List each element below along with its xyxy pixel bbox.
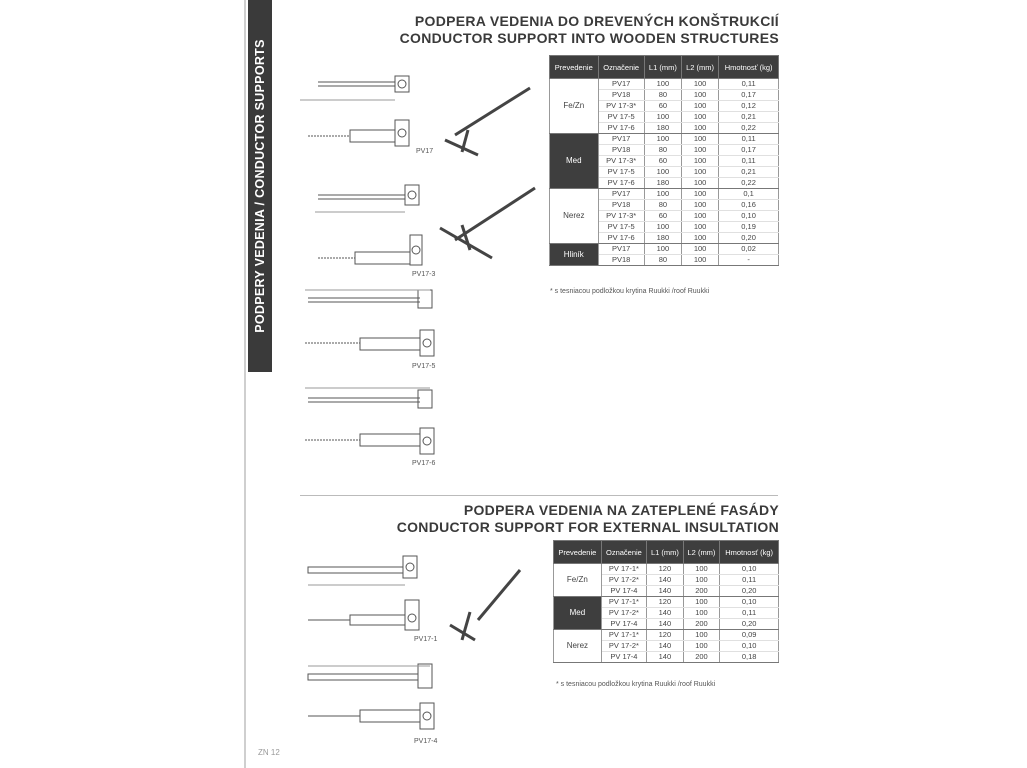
table-cell: 200 [683,586,720,597]
table-cell: PV 17-5 [598,167,644,178]
table-cell: 0,11 [719,156,779,167]
pv17-4-side-drawing [308,703,434,729]
table-cell: 100 [681,211,718,222]
table-cell: PV17 [598,189,644,200]
table-cell: 60 [644,211,681,222]
table-cell: PV 17-4 [601,619,646,630]
table-header-cell: Prevedenie [550,56,599,79]
table-cell: 140 [647,575,684,586]
material-cell: Med [550,134,599,189]
pv17-3-top-drawing [315,185,419,212]
material-cell: Fe/Zn [554,564,602,597]
table-cell: 0,10 [719,211,779,222]
table-cell: PV 17-1* [601,597,646,608]
table-cell: 100 [681,90,718,101]
table-cell: 0,10 [720,597,779,608]
table-cell: PV17 [598,244,644,255]
table-header-cell: Označenie [601,541,646,564]
material-cell: Fe/Zn [550,79,599,134]
table-cell: 0,10 [720,641,779,652]
table-cell: 100 [644,79,681,90]
table-cell: 0,1 [719,189,779,200]
table-cell: 100 [644,222,681,233]
table-cell: 100 [681,123,718,134]
drawing-label-pv17-6: PV17-6 [412,460,436,467]
pv17-top-drawing [300,76,409,100]
table-cell: PV18 [598,90,644,101]
table-header-cell: L1 (mm) [644,56,681,79]
table-cell: 120 [647,564,684,575]
table-cell: 80 [644,145,681,156]
material-cell: Nerez [554,630,602,663]
table-cell: 0,20 [720,619,779,630]
table-cell: 0,19 [719,222,779,233]
pv17-6-side-drawing [305,428,434,454]
table-cell: PV 17-2* [601,608,646,619]
table-cell: 0,11 [719,134,779,145]
table-cell: 0,10 [720,564,779,575]
table-cell: 0,09 [720,630,779,641]
table-cell: 100 [644,189,681,200]
table-cell: 180 [644,123,681,134]
table-cell: 0,18 [720,652,779,663]
table-cell: 100 [683,597,720,608]
table-cell: 100 [644,244,681,255]
table-cell: 0,21 [719,112,779,123]
drawing-label-pv17: PV17 [416,148,434,155]
table-header-cell: L1 (mm) [647,541,684,564]
table-cell: PV 17-5 [598,222,644,233]
pv17-4-top-drawing [308,664,432,688]
table-cell: 200 [683,652,720,663]
table-cell: 0,20 [720,586,779,597]
material-cell: Med [554,597,602,630]
table-cell: 100 [681,255,718,266]
pv17-5-side-drawing [305,330,434,356]
table-cell: 80 [644,255,681,266]
table-cell: 0,17 [719,90,779,101]
table-cell: 100 [683,630,720,641]
table-cell: 100 [683,575,720,586]
table-cell: PV 17-1* [601,564,646,575]
section2-title-sk: PODPERA VEDENIA NA ZATEPLENÉ FASÁDY [463,502,779,518]
pv17-5-top-drawing [305,290,432,308]
table-cell: 100 [681,178,718,189]
section2-title-en: CONDUCTOR SUPPORT FOR EXTERNAL INSULTATION [396,519,779,535]
table-cell: 0,02 [719,244,779,255]
table-cell: 140 [647,619,684,630]
table-cell: 140 [647,641,684,652]
pv17-side-drawing [308,120,409,146]
table-cell: 100 [683,641,720,652]
table-cell: 140 [647,608,684,619]
drawing-label-pv17-4: PV17-4 [414,738,438,745]
table-cell: 100 [681,233,718,244]
table-cell: 100 [683,564,720,575]
pv17-3d-drawing [445,88,530,155]
table-header-cell: Označenie [598,56,644,79]
table-cell: PV 17-4 [601,652,646,663]
table-cell: - [719,255,779,266]
table-cell: PV 17-4 [601,586,646,597]
drawing-label-pv17-1: PV17-1 [414,636,438,643]
section2-note: * s tesniacou podložkou krytina Ruukki /roof Ruukki [556,681,716,688]
table-cell: 100 [644,134,681,145]
table-header-cell: Hmotnosť (kg) [720,541,779,564]
table-cell: 100 [644,167,681,178]
table-cell: 80 [644,90,681,101]
material-cell: Hliník [550,244,599,266]
drawing-label-pv17-3: PV17-3 [412,271,436,278]
pv17-6-top-drawing [305,388,432,408]
table-cell: 100 [681,112,718,123]
table-cell: 0,11 [720,575,779,586]
table-cell: PV18 [598,200,644,211]
table-cell: PV 17-3* [598,156,644,167]
section1-title-sk: PODPERA VEDENIA DO DREVENÝCH KONŠTRUKCIÍ [414,13,779,29]
table-cell: PV 17-3* [598,101,644,112]
table-header-cell: Prevedenie [554,541,602,564]
table-cell: 100 [683,608,720,619]
table-header-cell: Hmotnosť (kg) [719,56,779,79]
table-cell: 100 [644,112,681,123]
table-cell: 100 [681,200,718,211]
table-cell: PV18 [598,255,644,266]
table-cell: 100 [681,101,718,112]
pv17-1-top-drawing [308,556,417,585]
table-cell: PV17 [598,134,644,145]
table-cell: 120 [647,630,684,641]
pv17-1-side-drawing [308,600,419,630]
table-cell: 140 [647,586,684,597]
table-cell: PV 17-6 [598,123,644,134]
table-cell: 200 [683,619,720,630]
table-cell: 0,11 [719,79,779,90]
table-cell: PV 17-6 [598,178,644,189]
table-cell: 60 [644,156,681,167]
table-cell: 60 [644,101,681,112]
table-cell: 180 [644,233,681,244]
section1-note: * s tesniacou podložkou krytina Ruukki /roof Ruukki [550,288,710,295]
table-cell: 100 [681,244,718,255]
drawing-label-pv17-5: PV17-5 [412,363,436,370]
table-cell: PV 17-2* [601,575,646,586]
table-cell: PV 17-6 [598,233,644,244]
table-cell: 0,22 [719,123,779,134]
table-cell: 0,20 [719,233,779,244]
table-cell: 140 [647,652,684,663]
material-cell: Nerez [550,189,599,244]
pv17-3-3d-drawing [440,188,535,258]
table-cell: 0,17 [719,145,779,156]
table-cell: PV 17-2* [601,641,646,652]
table-cell: PV 17-1* [601,630,646,641]
table-cell: PV18 [598,145,644,156]
table-cell: 100 [681,222,718,233]
table-cell: PV 17-3* [598,211,644,222]
pv17-3-side-drawing [318,235,422,265]
page-number: ZN 12 [258,748,280,757]
pv17-1-3d-drawing [450,570,520,640]
side-tab-label: PODPERY VEDENIA / CONDUCTOR SUPPORTS [253,39,267,333]
table-cell: 0,11 [720,608,779,619]
table-cell: 100 [681,156,718,167]
table-header-cell: L2 (mm) [681,56,718,79]
table-cell: 180 [644,178,681,189]
table-cell: 0,12 [719,101,779,112]
table-cell: 0,16 [719,200,779,211]
section1-title-en: CONDUCTOR SUPPORT INTO WOODEN STRUCTURES [399,30,779,46]
table-cell: 0,21 [719,167,779,178]
table-cell: 100 [681,145,718,156]
table-header-cell: L2 (mm) [683,541,720,564]
table-cell: 100 [681,134,718,145]
table-cell: 0,22 [719,178,779,189]
table-cell: 120 [647,597,684,608]
table-cell: 80 [644,200,681,211]
table-cell: 100 [681,79,718,90]
table-cell: 100 [681,189,718,200]
table-cell: PV 17-5 [598,112,644,123]
table-cell: 100 [681,167,718,178]
table-cell: PV17 [598,79,644,90]
